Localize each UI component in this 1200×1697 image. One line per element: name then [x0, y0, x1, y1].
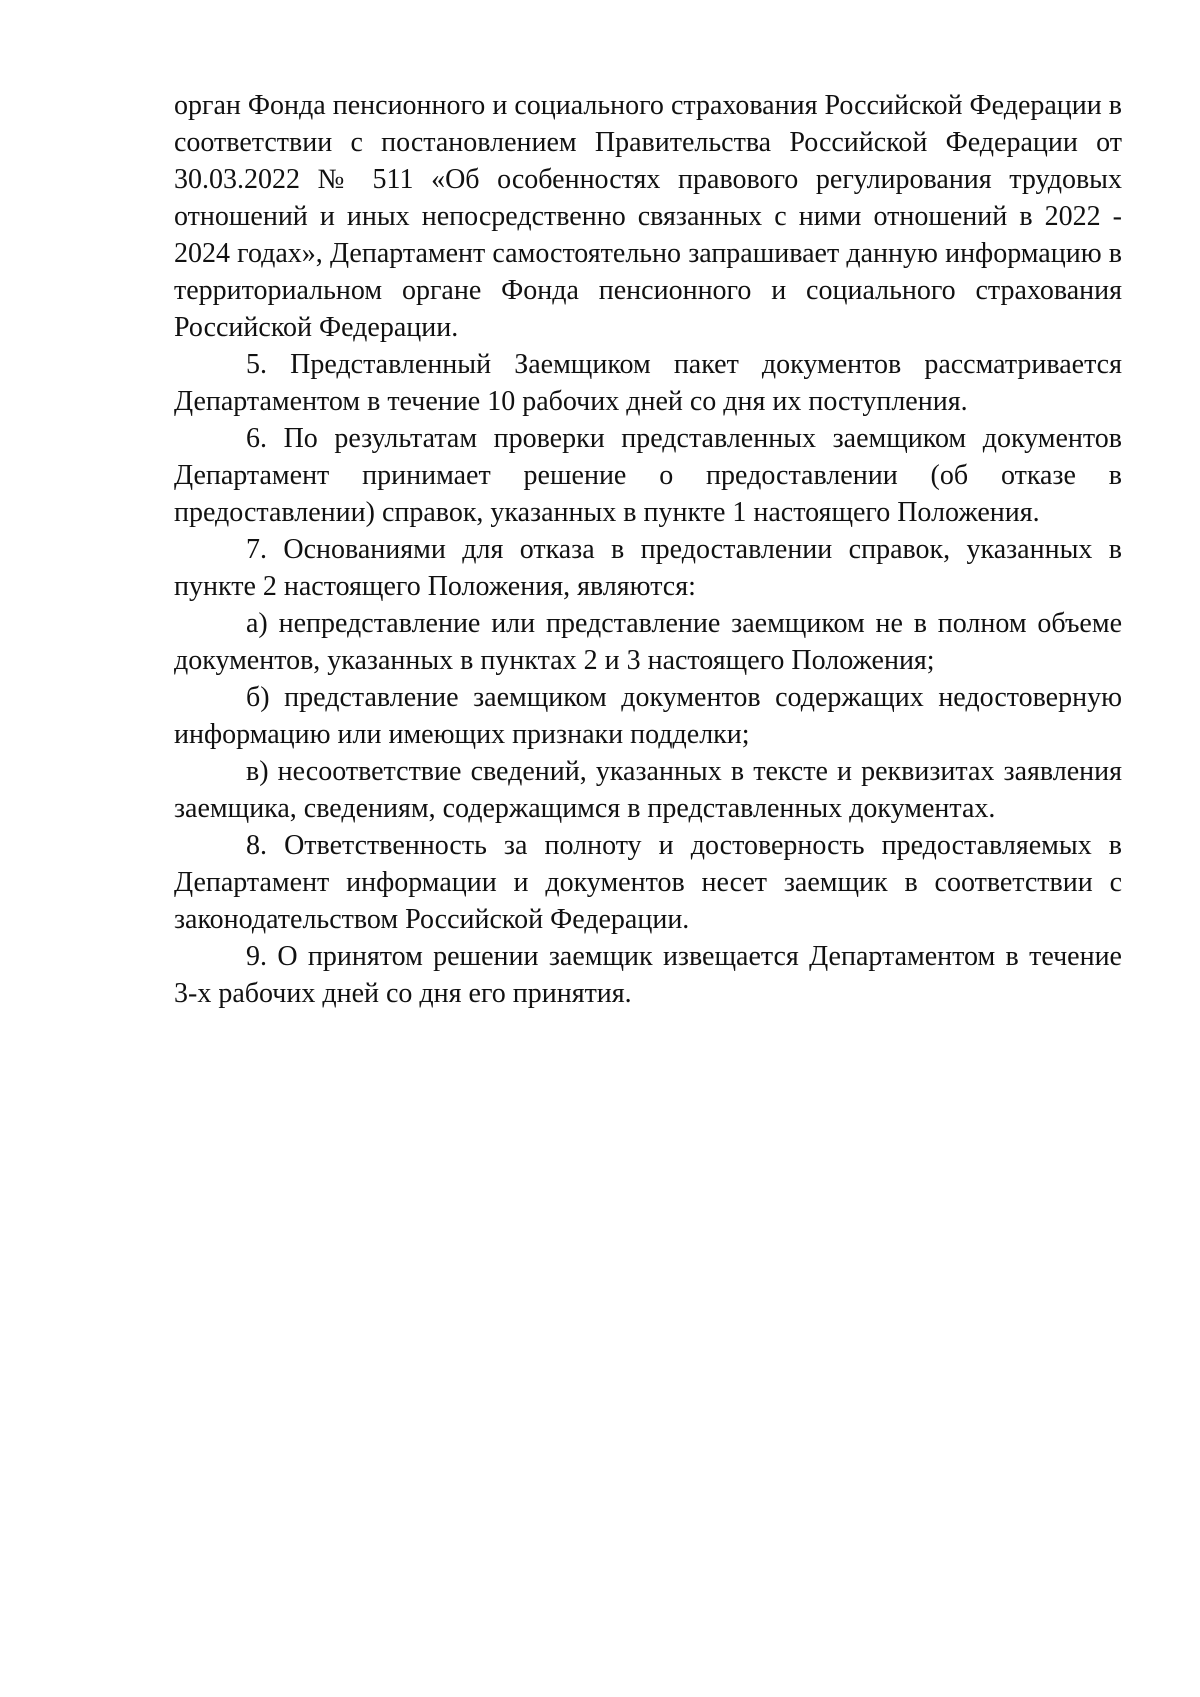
paragraph-item-8: 8. Ответственность за полноту и достоверность предоставляемых в Департамент информации и документов несет заемщик в соответствии с законодательством Российской Федерации.: [174, 830, 1122, 935]
paragraph-item-5: 5. Представленный Заемщиком пакет документов рассматривается Департаментом в течение 10 рабочих дней со дня их поступления.: [174, 349, 1122, 417]
paragraph-item-9: 9. О принятом решении заемщик извещается Департаментом в течение 3-х рабочих дней со дня его принятия.: [174, 941, 1122, 1009]
document-body: [174, 87, 1122, 1012]
paragraph-continuation: орган Фонда пенсионного и социального страхования Российской Федерации в соответствии с постановлением Правительства Российской Федерации от 30.03.2022 № 511 «Об особенностях правового регулирования трудовых отношений и иных непосредственно связанных с ними отношений в 2022 - 2024 годах», Департамент самостоятельно запрашивает данную информацию в территориальном органе Фонда пенсионного и социального страхования Российской Федерации.: [174, 90, 1122, 343]
paragraph-item-7b: б) представление заемщиком документов содержащих недостоверную информацию или имеющих признаки подделки;: [174, 682, 1122, 750]
paragraph-item-7a: а) непредставление или представление заемщиком не в полном объеме документов, указанных в пунктах 2 и 3 настоящего Положения;: [174, 608, 1122, 676]
paragraph-item-7v: в) несоответствие сведений, указанных в тексте и реквизитах заявления заемщика, сведениям, содержащимся в представленных документах.: [174, 756, 1122, 824]
paragraph-item-6: 6. По результатам проверки представленных заемщиком документов Департамент принимает решение о предоставлении (об отказе в предоставлении) справок, указанных в пункте 1 настоящего Положения.: [174, 423, 1122, 528]
paragraph-item-7: 7. Основаниями для отказа в предоставлении справок, указанных в пункте 2 настоящего Положения, являются:: [174, 534, 1122, 602]
